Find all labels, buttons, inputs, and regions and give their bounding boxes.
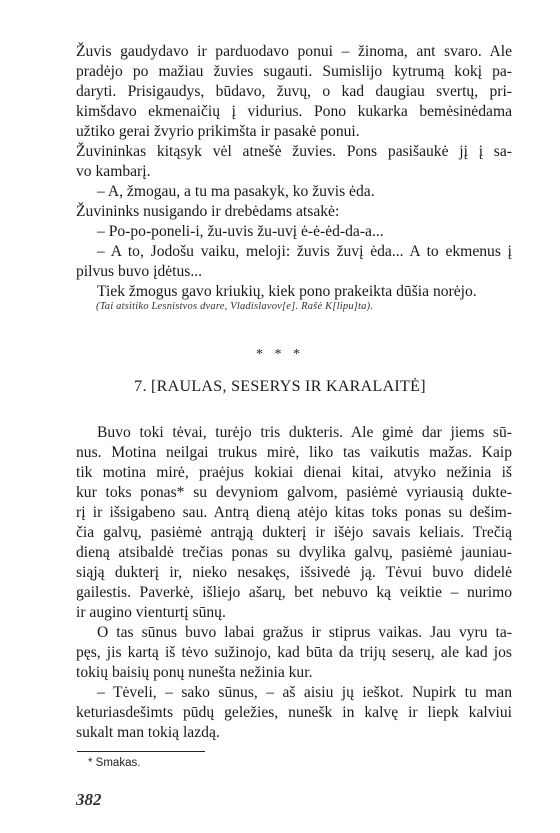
text-line: čia galvų, pasiėmė antrąją dukterį ir išėjo savais keliais. Trečią	[76, 524, 512, 541]
text-line: Žuvis gaudydavo ir parduodavo ponui – žinoma, ant svaro. Ale	[76, 43, 512, 60]
text-line: – A, žmogau, a tu ma pasakyk, ko žuvis ėda.	[97, 183, 375, 200]
text-line: pęs, jis kartą iš tėvo sužinojo, kad būta da trijų seserų, ale kad jos	[76, 644, 512, 661]
text-line: pilvus buvo įdėtus...	[76, 263, 203, 280]
text-line: O tas sūnus buvo labai gražus ir stiprus vaikas. Jau vyru ta-	[97, 624, 512, 641]
page-number: 382	[76, 790, 102, 809]
text-line: keturiasdešimts pūdų geležies, nunešk in kalvę ir liepk kalviui	[76, 704, 512, 721]
text-line: – Tėveli, – sako sūnus, – aš aisiu jų ieškot. Nupirk tu man	[97, 684, 512, 701]
text-line: sukalt man tokią lazdą.	[76, 724, 220, 741]
text-line: nus. Motina neilgai trukus mirė, liko tas vaikutis mažas. Kaip	[76, 444, 512, 461]
text-line: kur toks ponas* su devyniom galvom, pasiėmė vyriausią dukte-	[76, 484, 512, 501]
text-line: dieną atsibaldė trečias ponas su dvylika galvų, pasiėmė jauniau-	[76, 544, 512, 561]
text-line: daryti. Prisigaudys, būdavo, žuvų, o kad daugiau svertų, pri-	[76, 83, 512, 100]
text-line: rį ir išsigabeno sau. Antrą dieną atėjo kitas toks ponas su dešim-	[76, 504, 512, 521]
text-line: Žuvininks nusigando ir drebėdams atsakė:	[76, 203, 340, 220]
text-line: kimšdavo ekmenaičių į vidurius. Pono kukarka bemėsinėdama	[76, 103, 512, 120]
text-line: pradėjo po mažiau žuvies sugauti. Sumislijo kytrumą kokį pa-	[76, 63, 512, 80]
text-line: tokių baisių ponų nunešta nežinia kur.	[76, 664, 313, 681]
text-line: gailestis. Paverkė, išliejo ašarų, bet nebuvo ką veiktie – nurimo	[76, 584, 512, 601]
chapter-title: 7. [RAULAS, SESERYS IR KARALAITĖ]	[134, 378, 426, 395]
section-separator: * * *	[256, 347, 304, 362]
text-line: Tiek žmogus gavo kriukių, kiek pono prakeikta dūšia norėjo.	[97, 283, 477, 300]
text-line: užtiko gerai žvyrio prikimšta ir pasakė ponui.	[76, 123, 360, 140]
footnote: * Smakas.	[88, 757, 141, 769]
text-line: – A to, Jodošu vaiku, meloji: žuvis žuvį ėda... A to ekmenus į	[97, 243, 512, 260]
text-line: siąją dukterį ir, nieko nesakęs, išsivedė ją. Tėvui buvo didelė	[76, 564, 512, 581]
text-line: Buvo toki tėvai, turėjo tris dukteris. Ale gimė dar jiems sū-	[97, 424, 512, 441]
text-line: tik motina mirė, praėjus kokiai dienai kitai, atvyko nežinia iš	[76, 464, 512, 481]
source-note: (Tai atsitiko Lesnistvos dvare, Vladislavov[e]. Rašė K[lipu]ta).	[96, 301, 374, 312]
text-line: – Po-po-poneli-i, žu-uvis žu-uvį ė-ė-ėd-da-a...	[97, 223, 384, 240]
text-line: vo kambarį.	[76, 163, 151, 180]
footnote-rule	[77, 751, 205, 752]
text-line: Žuvininkas kitąsyk vėl atnešė žuvies. Pons pasišaukė jį į sa-	[76, 143, 512, 160]
text-line: ir augino vienturtį sūnų.	[76, 604, 226, 621]
